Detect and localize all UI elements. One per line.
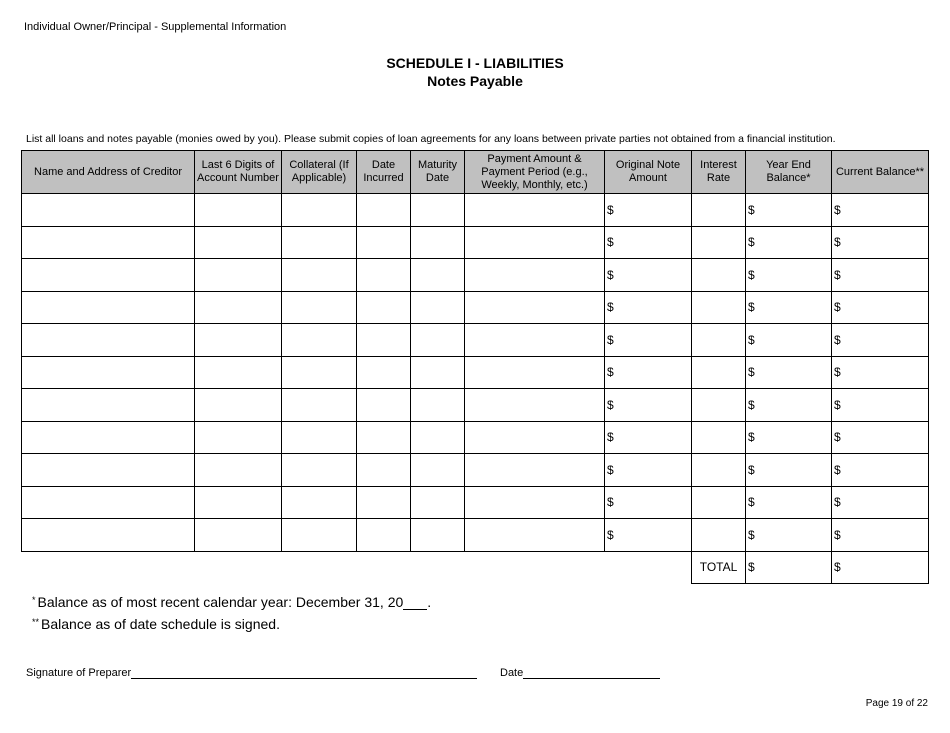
- table-cell[interactable]: [357, 421, 411, 454]
- table-cell[interactable]: [411, 389, 465, 422]
- table-cell[interactable]: [22, 519, 195, 552]
- currency-symbol: $: [834, 560, 841, 575]
- table-cell[interactable]: [465, 324, 605, 357]
- table-cell[interactable]: [411, 486, 465, 519]
- currency-symbol: $: [748, 202, 755, 217]
- table-cell[interactable]: [282, 389, 357, 422]
- col-header-original-amount: Original Note Amount: [605, 151, 692, 194]
- table-cell[interactable]: [22, 421, 195, 454]
- table-cell[interactable]: [195, 259, 282, 292]
- table-row: [22, 356, 929, 389]
- currency-symbol: $: [834, 495, 841, 510]
- table-cell[interactable]: [746, 486, 832, 519]
- table-cell[interactable]: [357, 194, 411, 227]
- table-cell[interactable]: [692, 291, 746, 324]
- table-cell[interactable]: [605, 454, 692, 487]
- table-cell[interactable]: [22, 324, 195, 357]
- table-cell[interactable]: [605, 194, 692, 227]
- table-cell[interactable]: [465, 486, 605, 519]
- table-cell[interactable]: [832, 454, 929, 487]
- currency-symbol: $: [607, 267, 614, 282]
- year-blank-field[interactable]: [403, 595, 427, 610]
- col-header-current: Current Balance**: [832, 151, 929, 194]
- table-cell[interactable]: [746, 324, 832, 357]
- table-cell[interactable]: [692, 486, 746, 519]
- currency-symbol: $: [748, 462, 755, 477]
- date-label: Date: [500, 667, 524, 679]
- currency-symbol: $: [607, 397, 614, 412]
- currency-symbol: $: [748, 397, 755, 412]
- table-cell[interactable]: [746, 519, 832, 552]
- table-cell[interactable]: [22, 194, 195, 227]
- table-cell[interactable]: [195, 194, 282, 227]
- table-cell[interactable]: [357, 356, 411, 389]
- notes-payable-table: [21, 150, 929, 584]
- currency-symbol: $: [607, 235, 614, 250]
- table-cell[interactable]: [605, 226, 692, 259]
- table-cell[interactable]: [357, 259, 411, 292]
- table-cell[interactable]: [282, 421, 357, 454]
- table-cell[interactable]: [411, 454, 465, 487]
- currency-symbol: $: [834, 462, 841, 477]
- table-cell[interactable]: [692, 226, 746, 259]
- table-header-row: [22, 151, 929, 194]
- table-row: [22, 324, 929, 357]
- table-row: [22, 454, 929, 487]
- table-cell[interactable]: [195, 389, 282, 422]
- currency-symbol: $: [834, 527, 841, 542]
- table-cell[interactable]: [282, 259, 357, 292]
- signature-block: [26, 666, 477, 679]
- table-cell[interactable]: [746, 291, 832, 324]
- table-cell[interactable]: [411, 194, 465, 227]
- footnote-marker-2: **: [32, 617, 40, 627]
- table-cell[interactable]: [692, 259, 746, 292]
- footnote-period: .: [427, 594, 432, 610]
- currency-symbol: $: [748, 527, 755, 542]
- table-cell[interactable]: [692, 324, 746, 357]
- table-cell[interactable]: [746, 259, 832, 292]
- currency-symbol: $: [607, 202, 614, 217]
- table-cell[interactable]: [605, 486, 692, 519]
- signature-line[interactable]: [131, 666, 477, 679]
- col-header-date-incurred: Date Incurred: [357, 151, 411, 194]
- footnote-current: [32, 616, 280, 632]
- table-cell[interactable]: [832, 486, 929, 519]
- table-cell[interactable]: [22, 356, 195, 389]
- table-cell[interactable]: [282, 486, 357, 519]
- currency-symbol: $: [607, 300, 614, 315]
- table-cell[interactable]: [357, 324, 411, 357]
- signature-label: Signature of Preparer: [26, 667, 132, 679]
- table-cell[interactable]: [465, 291, 605, 324]
- table-cell[interactable]: [605, 519, 692, 552]
- currency-symbol: $: [748, 235, 755, 250]
- table-cell[interactable]: [195, 486, 282, 519]
- table-cell[interactable]: [465, 454, 605, 487]
- table-cell[interactable]: [357, 389, 411, 422]
- table-cell[interactable]: [465, 226, 605, 259]
- currency-symbol: $: [748, 267, 755, 282]
- currency-symbol: $: [748, 430, 755, 445]
- table-cell[interactable]: [282, 356, 357, 389]
- footnote-year-end: [32, 594, 431, 610]
- table-cell[interactable]: [282, 519, 357, 552]
- table-cell[interactable]: [832, 356, 929, 389]
- table-cell[interactable]: [22, 259, 195, 292]
- total-row: [22, 551, 929, 584]
- table-cell[interactable]: [195, 226, 282, 259]
- page-number: Page 19 of 22: [865, 698, 928, 709]
- schedule-subtitle: Notes Payable: [427, 73, 523, 89]
- table-cell[interactable]: [605, 356, 692, 389]
- currency-symbol: $: [607, 365, 614, 380]
- col-header-collateral: Collateral (If Applicable): [282, 151, 357, 194]
- table-cell[interactable]: [746, 194, 832, 227]
- table-row: [22, 291, 929, 324]
- table-cell[interactable]: [282, 291, 357, 324]
- table-row: [22, 389, 929, 422]
- total-label: TOTAL: [692, 551, 746, 584]
- table-cell[interactable]: [22, 291, 195, 324]
- table-cell[interactable]: [692, 454, 746, 487]
- currency-symbol: $: [834, 267, 841, 282]
- table-cell[interactable]: [465, 421, 605, 454]
- table-cell[interactable]: [832, 259, 929, 292]
- table-cell[interactable]: [832, 421, 929, 454]
- table-cell[interactable]: [605, 259, 692, 292]
- table-cell[interactable]: [22, 454, 195, 487]
- table-cell[interactable]: [22, 389, 195, 422]
- footnote-text-2: Balance as of date schedule is signed.: [41, 616, 280, 632]
- table-cell[interactable]: [832, 194, 929, 227]
- table-row: [22, 194, 929, 227]
- currency-symbol: $: [834, 332, 841, 347]
- table-cell[interactable]: [832, 324, 929, 357]
- currency-symbol: $: [607, 430, 614, 445]
- table-cell[interactable]: [692, 356, 746, 389]
- date-line[interactable]: [523, 666, 660, 679]
- table-cell[interactable]: [411, 519, 465, 552]
- table-cell[interactable]: [465, 519, 605, 552]
- table-cell[interactable]: [195, 324, 282, 357]
- table-cell[interactable]: [357, 226, 411, 259]
- table-cell[interactable]: [605, 291, 692, 324]
- table-cell[interactable]: [605, 324, 692, 357]
- col-header-payment: Payment Amount & Payment Period (e.g., Weekly, Monthly, etc.): [465, 151, 605, 194]
- table-cell[interactable]: [832, 226, 929, 259]
- table-cell[interactable]: [605, 389, 692, 422]
- table-cell[interactable]: [411, 226, 465, 259]
- currency-symbol: $: [834, 430, 841, 445]
- table-cell[interactable]: [282, 324, 357, 357]
- col-header-year-end: Year End Balance*: [746, 151, 832, 194]
- table-cell[interactable]: [605, 421, 692, 454]
- table-cell[interactable]: [357, 291, 411, 324]
- table-row: [22, 259, 929, 292]
- table-row: [22, 519, 929, 552]
- currency-symbol: $: [834, 397, 841, 412]
- col-header-interest-rate: Interest Rate: [692, 151, 746, 194]
- currency-symbol: $: [834, 300, 841, 315]
- table-cell[interactable]: [195, 454, 282, 487]
- table-cell[interactable]: [411, 324, 465, 357]
- table-row: [22, 486, 929, 519]
- footnote-marker-1: *: [32, 595, 36, 605]
- table-cell[interactable]: [465, 194, 605, 227]
- currency-symbol: $: [607, 332, 614, 347]
- currency-symbol: $: [834, 202, 841, 217]
- table-cell[interactable]: [282, 454, 357, 487]
- table-cell[interactable]: [832, 291, 929, 324]
- col-header-maturity: Maturity Date: [411, 151, 465, 194]
- table-cell[interactable]: [746, 454, 832, 487]
- table-cell[interactable]: [282, 194, 357, 227]
- total-current-cell[interactable]: [832, 551, 929, 584]
- footnote-text-1: Balance as of most recent calendar year: December 31, 20: [37, 594, 404, 610]
- table-cell[interactable]: [692, 389, 746, 422]
- col-header-account: Last 6 Digits of Account Number: [195, 151, 282, 194]
- currency-symbol: $: [834, 235, 841, 250]
- table-cell[interactable]: [411, 356, 465, 389]
- table-cell[interactable]: [465, 259, 605, 292]
- col-header-creditor: Name and Address of Creditor: [22, 151, 195, 194]
- table-cell[interactable]: [465, 389, 605, 422]
- table-cell[interactable]: [357, 519, 411, 552]
- currency-symbol: $: [748, 300, 755, 315]
- table-cell[interactable]: [282, 226, 357, 259]
- table-cell[interactable]: [22, 226, 195, 259]
- table-cell[interactable]: [411, 291, 465, 324]
- currency-symbol: $: [748, 560, 755, 575]
- total-year-end-cell[interactable]: [746, 551, 832, 584]
- table-cell[interactable]: [195, 519, 282, 552]
- currency-symbol: $: [607, 462, 614, 477]
- table-row: [22, 226, 929, 259]
- form-header-text: Individual Owner/Principal - Supplemental Information: [24, 21, 287, 33]
- table-cell[interactable]: [357, 454, 411, 487]
- table-cell[interactable]: [22, 486, 195, 519]
- table-cell[interactable]: [746, 421, 832, 454]
- table-row: [22, 421, 929, 454]
- currency-symbol: $: [607, 495, 614, 510]
- currency-symbol: $: [607, 527, 614, 542]
- table-cell[interactable]: [746, 389, 832, 422]
- table-cell[interactable]: [465, 356, 605, 389]
- table-cell[interactable]: [832, 519, 929, 552]
- table-cell[interactable]: [746, 226, 832, 259]
- table-cell[interactable]: [692, 421, 746, 454]
- schedule-title-main: SCHEDULE I - LIABILITIES: [386, 55, 564, 71]
- table-cell[interactable]: [195, 421, 282, 454]
- table-cell[interactable]: [692, 194, 746, 227]
- table-cell[interactable]: [832, 389, 929, 422]
- currency-symbol: $: [748, 332, 755, 347]
- total-row-spacer: [22, 551, 692, 584]
- currency-symbol: $: [834, 365, 841, 380]
- currency-symbol: $: [748, 365, 755, 380]
- table-cell[interactable]: [195, 291, 282, 324]
- table-cell[interactable]: [195, 356, 282, 389]
- table-cell[interactable]: [746, 356, 832, 389]
- date-block: [500, 666, 660, 679]
- table-cell[interactable]: [692, 519, 746, 552]
- table-cell[interactable]: [357, 486, 411, 519]
- instructions-text: List all loans and notes payable (monies owed by you). Please submit copies of loan agreements for any loans between private parties not obtained from a financial institution.: [26, 133, 836, 145]
- table-cell[interactable]: [411, 259, 465, 292]
- table-cell[interactable]: [411, 421, 465, 454]
- schedule-title: [0, 54, 950, 90]
- currency-symbol: $: [748, 495, 755, 510]
